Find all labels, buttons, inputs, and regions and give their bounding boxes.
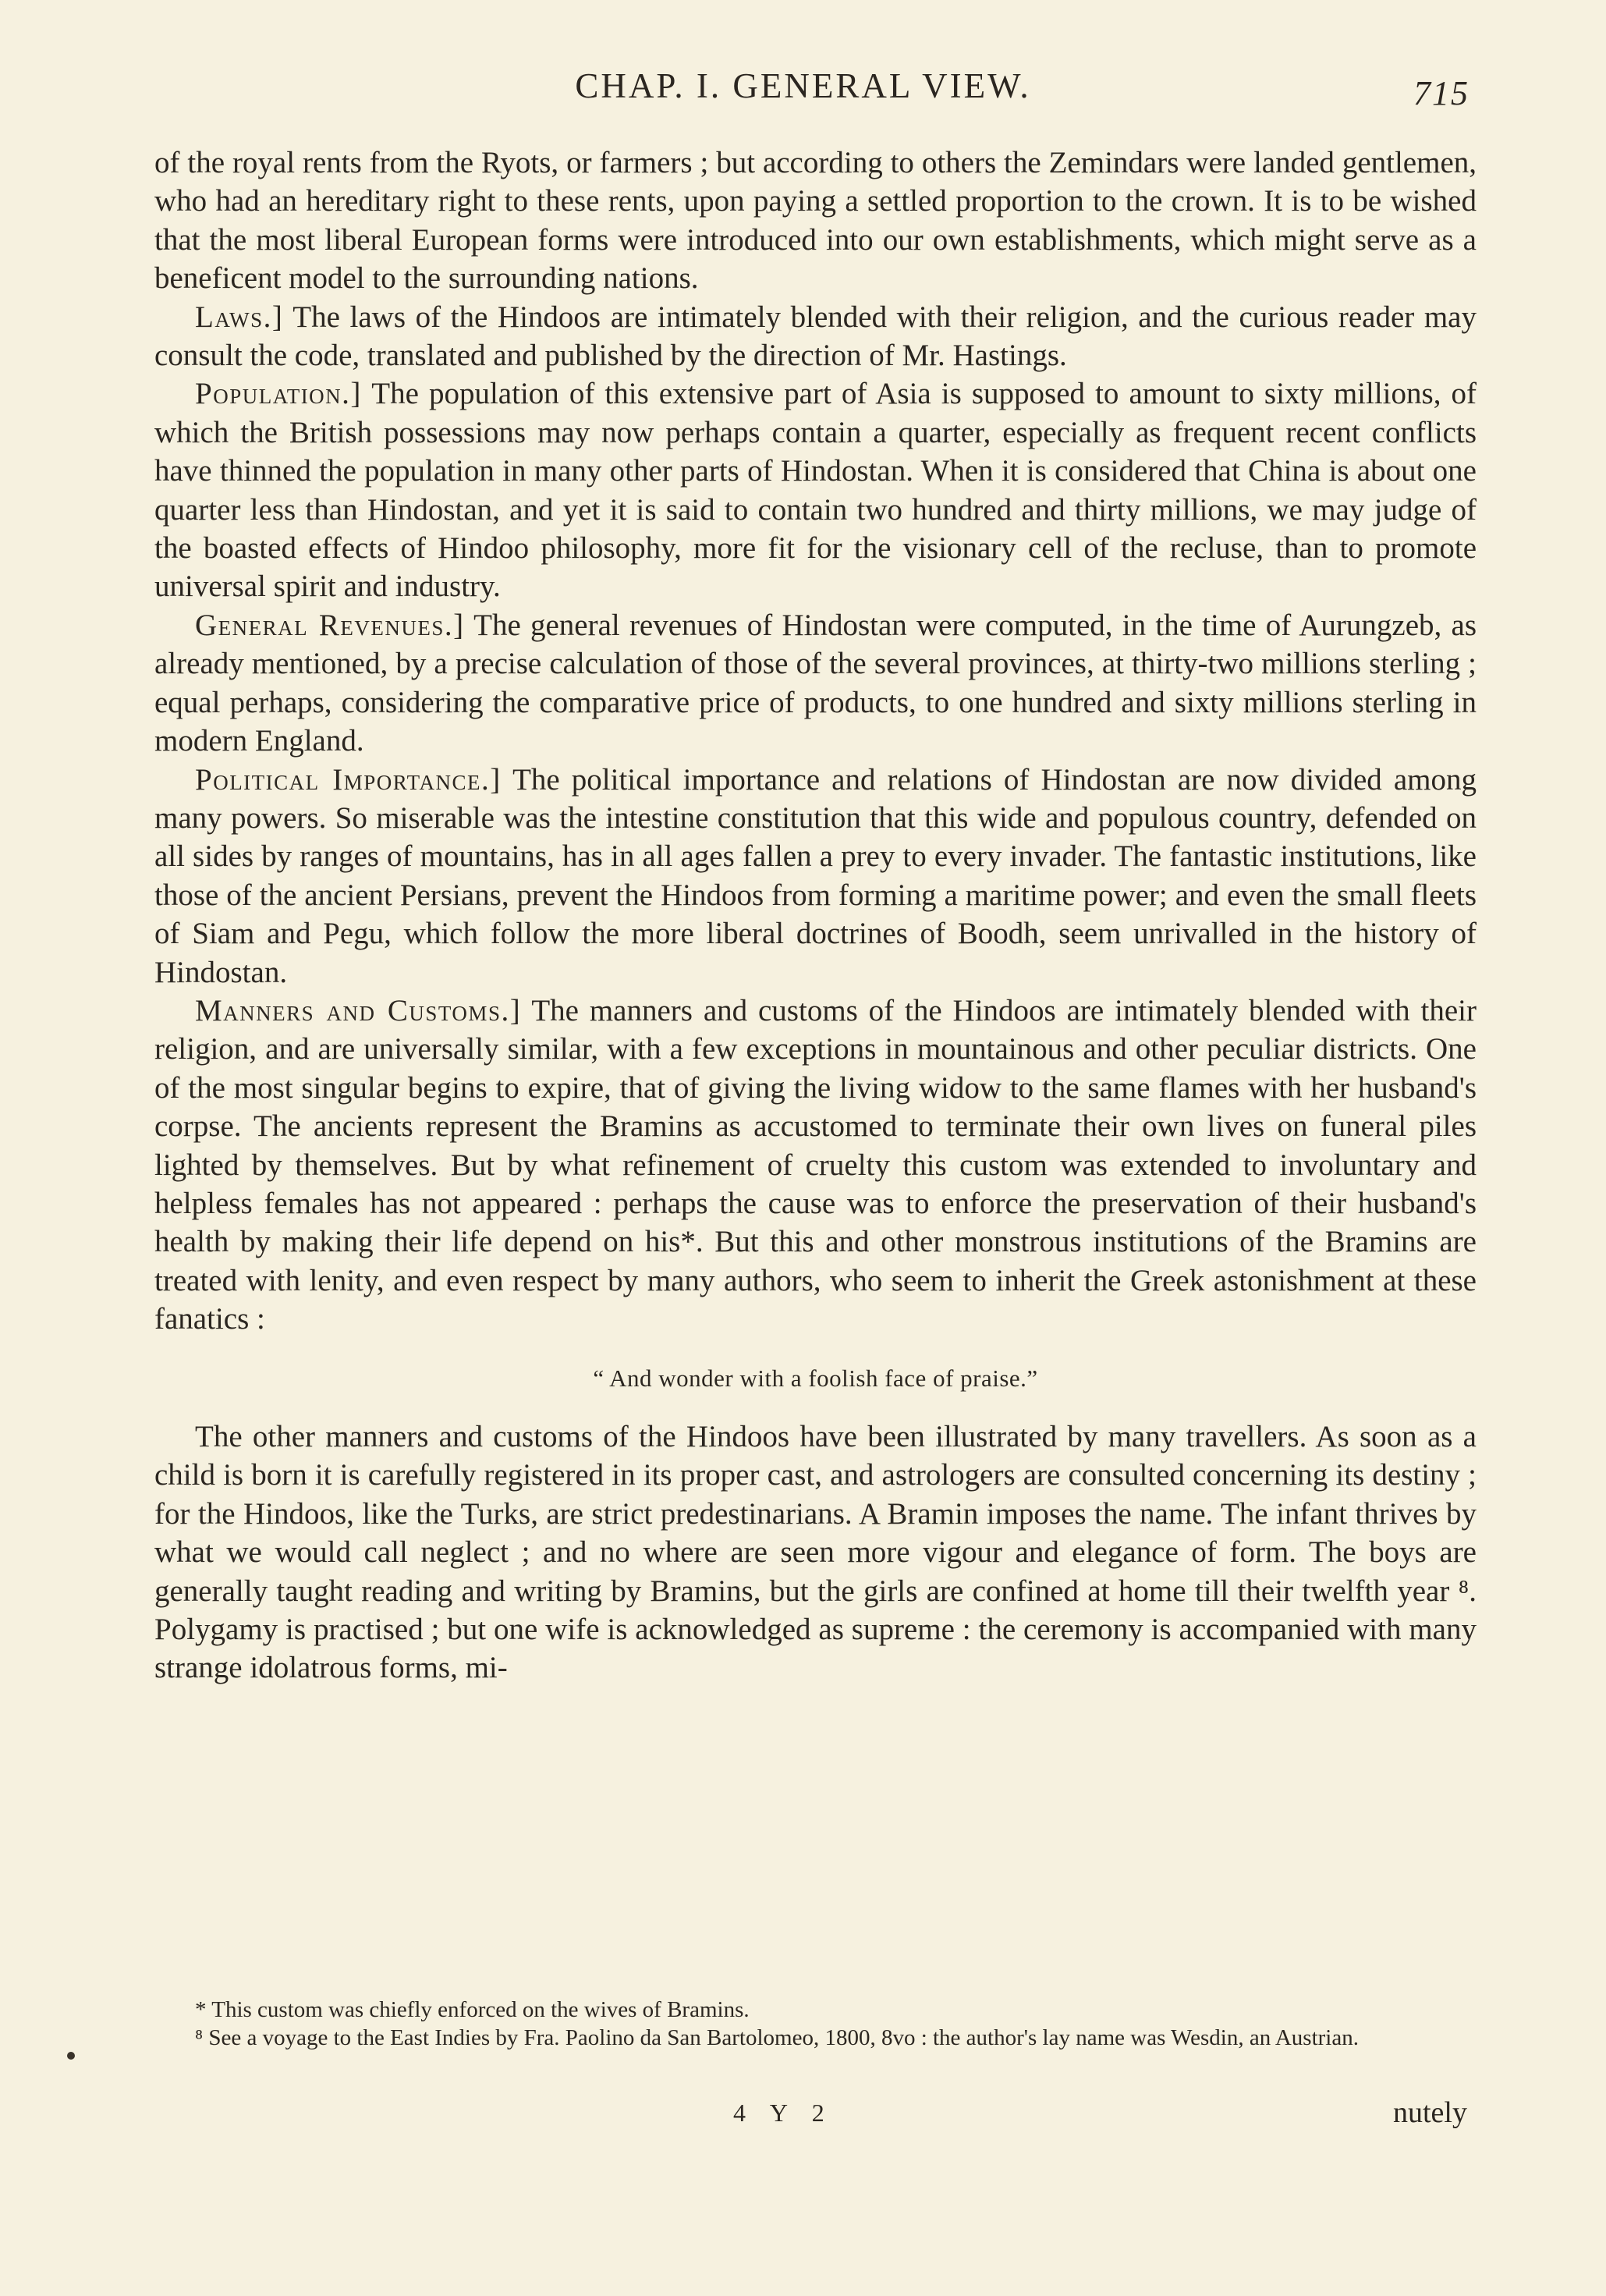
footnotes (154, 1996, 1477, 2052)
section-heading-general-revenues: General Revenues.] (195, 608, 465, 642)
paragraph-text: The population of this extensive part of Asia is supposed to amount to sixty millions, of which the British possessions may now perhaps contain a quarter, especially as frequent recent conflicts have thinned the population in many other parts of Hindostan. When it is considered that China is about one quarter less than Hindostan, and yet it is said to contain two hundred and thirty millions, we may judge of the boasted effects of Hindoo philosophy, more fit for the visionary cell of the recluse, than to promote universal spirit and industry. (154, 377, 1477, 604)
section-heading-manners-and-customs: Manners and Customs.] (195, 993, 522, 1027)
running-head: CHAP. I. GENERAL VIEW. (575, 66, 1031, 105)
paragraph-text: The general revenues of Hindostan were computed, in the time of Aurungzeb, as already mentioned, by a precise calculation of those of the several provinces, at thirty-two millions sterling ; equal perhaps, considering the comparative price of products, to one hundred and sixty millions sterling in modern England. (154, 608, 1477, 758)
paragraph-general-revenues (154, 606, 1477, 761)
ink-speck (67, 2052, 75, 2060)
section-heading-population: Population.] (195, 377, 362, 411)
block-quote: “ And wonder with a foolish face of praise.” (593, 1364, 1038, 1392)
paragraph-closing: The other manners and customs of the Hindoos have been illustrated by many travellers. As soon as a child is born it is carefully registered in its proper cast, and astrologers are consulted concerning its destiny ; for the Hindoos, like the Turks, are strict predestinarians. A Bramin imposes the name. The infant thrives by what we would call neglect ; and no where are seen more vigour and elegance of form. The boys are generally taught reading and writing by Bramins, but the girls are confined at home till their twelfth year ⁸. Polygamy is practised ; but one wife is acknowledged as supreme : the ceremony is accompanied with many strange idolatrous forms, mi- (154, 1420, 1477, 1685)
section-heading-laws: Laws.] (195, 300, 284, 334)
section-heading-political-importance: Political Importance.] (195, 762, 502, 797)
footnote-asterisk: * This custom was chiefly enforced on the wives of Bramins. (195, 1997, 750, 2022)
page-number: 715 (1413, 74, 1470, 112)
paragraph-zemindars (154, 144, 1477, 298)
paragraph-population (154, 374, 1477, 605)
paragraph-text: The political importance and relations of Hindostan are now divided among many powers. So miserable was the intestine constitution that this wide and populous country, defended on all sides by ranges of mountains, has in all ages fallen a prey to every invader. The fantastic institutions, like those of the ancient Persians, prevent the Hindoos from forming a maritime power; and even the small fleets of Siam and Pegu, which follow the more liberal doctrines of Boodh, seem unrivalled in the history of Hindostan. (154, 762, 1477, 989)
paragraph-text: of the royal rents from the Ryots, or farmers ; but according to others the Zemindars were landed gentlemen, who had an hereditary right to these rents, upon paying a settled proportion to the crown. It is to be wished that the most liberal European forms were introduced into our own establishments, which might serve as a beneficent model to the surrounding nations. (154, 146, 1477, 296)
paragraph-laws (154, 298, 1477, 375)
paragraph-political-importance (154, 761, 1477, 992)
paragraph-text: The laws of the Hindoos are intimately blended with their religion, and the curious reader may consult the code, translated and published by the direction of Mr. Hastings. (154, 300, 1477, 373)
catchword: nutely (1393, 2096, 1467, 2129)
paragraph-manners-and-customs (154, 992, 1477, 1339)
footnote-8: ⁸ See a voyage to the East Indies by Fra. Paolino da San Bartolomeo, 1800, 8vo : the author's lay name was Wesdin, an Austrian. (195, 2025, 1359, 2050)
body-text (154, 144, 1477, 1687)
printer-signature: 4 Y 2 (733, 2099, 834, 2127)
paragraph-text: The manners and customs of the Hindoos are intimately blended with their religion, and are universally similar, with a few exceptions in mountainous and other peculiar districts. One of the most singular begins to expire, that of giving the living widow to the same flames with her husband's corpse. The ancients represent the Bramins as accustomed to terminate their own lives on funeral piles lighted by themselves. But by what refinement of cruelty this custom was extended to involuntary and helpless females has not appeared : perhaps the cause was to enforce the preservation of their husband's health by making their life depend on his*. But this and other monstrous institutions of the Bramins are treated with lenity, and even respect by many authors, who seem to inherit the Greek astonishment at these fanatics : (154, 993, 1477, 1336)
